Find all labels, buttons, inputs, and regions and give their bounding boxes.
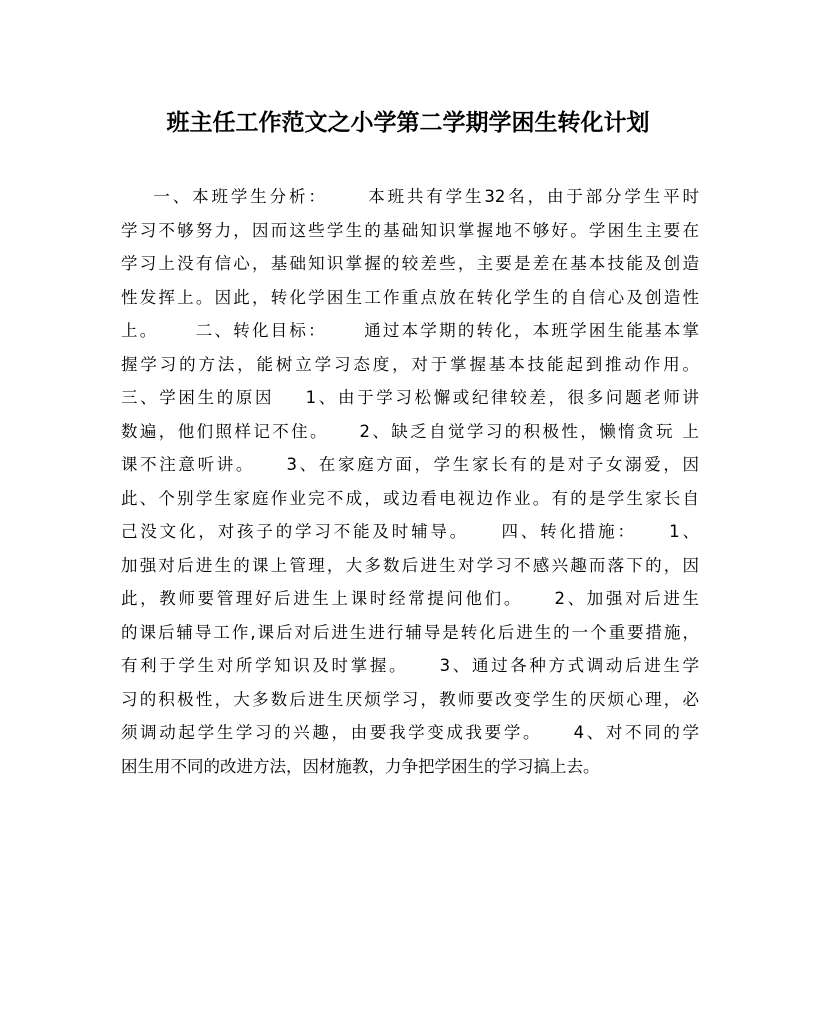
body-line: 的课后辅导工作,课后对后进生进行辅导是转化后进生的一个重要措施， bbox=[121, 622, 699, 642]
document-body bbox=[121, 180, 699, 783]
body-line: 加强对后进生的课上管理，大多数后进生对学习不感兴趣而落下的，因 bbox=[121, 555, 699, 575]
body-line: 学习上没有信心，基础知识掌握的较差些，主要是差在基本技能及创造 bbox=[121, 254, 699, 273]
body-line: 困生用不同的改进方法，因材施教，力争把学困生的学习搞上去。 bbox=[121, 756, 600, 776]
body-line: 学习不够努力，因而这些学生的基础知识掌握地不够好。学困生主要在 bbox=[121, 220, 699, 240]
body-line: 习的积极性，大多数后进生厌烦学习，教师要改变学生的厌烦心理，必 bbox=[121, 689, 699, 709]
body-line: 上。 二、转化目标： 通过本学期的转化，本班学困生能基本掌 bbox=[121, 321, 699, 340]
body-line: 己没文化，对孩子的学习不能及时辅导。 四、转化措施： 1、 bbox=[121, 522, 699, 541]
body-line: 数遍，他们照样记不住。 2、缺乏自觉学习的积极性，懒惰贪玩 上 bbox=[121, 421, 699, 441]
body-line: 须调动起学生学习的兴趣，由要我学变成我要学。 4、对不同的学 bbox=[121, 723, 699, 742]
body-line: 此、个别学生家庭作业完不成，或边看电视边作业。有的是学生家长自 bbox=[121, 488, 699, 508]
body-line: 性发挥上。因此，转化学困生工作重点放在转化学生的自信心及创造性 bbox=[121, 287, 699, 307]
body-line: 三、学困生的原因 1、由于学习松懈或纪律较差，很多问题老师讲 bbox=[121, 388, 699, 407]
body-line: 此，教师要管理好后进生上课时经常提问他们。 2、加强对后进生 bbox=[121, 589, 699, 608]
document-title: 班主任工作范文之小学第二学期学困生转化计划 bbox=[166, 109, 650, 136]
body-line: 有利于学生对所学知识及时掌握。 3、通过各种方式调动后进生学 bbox=[121, 656, 699, 675]
body-line: 一、本班学生分析： 本班共有学生32名，由于部分学生平时 bbox=[121, 187, 699, 206]
body-line: 握学习的方法，能树立学习态度，对于掌握基本技能起到推动作用。 bbox=[121, 354, 699, 374]
body-line: 课不注意听讲。 3、在家庭方面，学生家长有的是对子女溺爱，因 bbox=[121, 455, 699, 474]
